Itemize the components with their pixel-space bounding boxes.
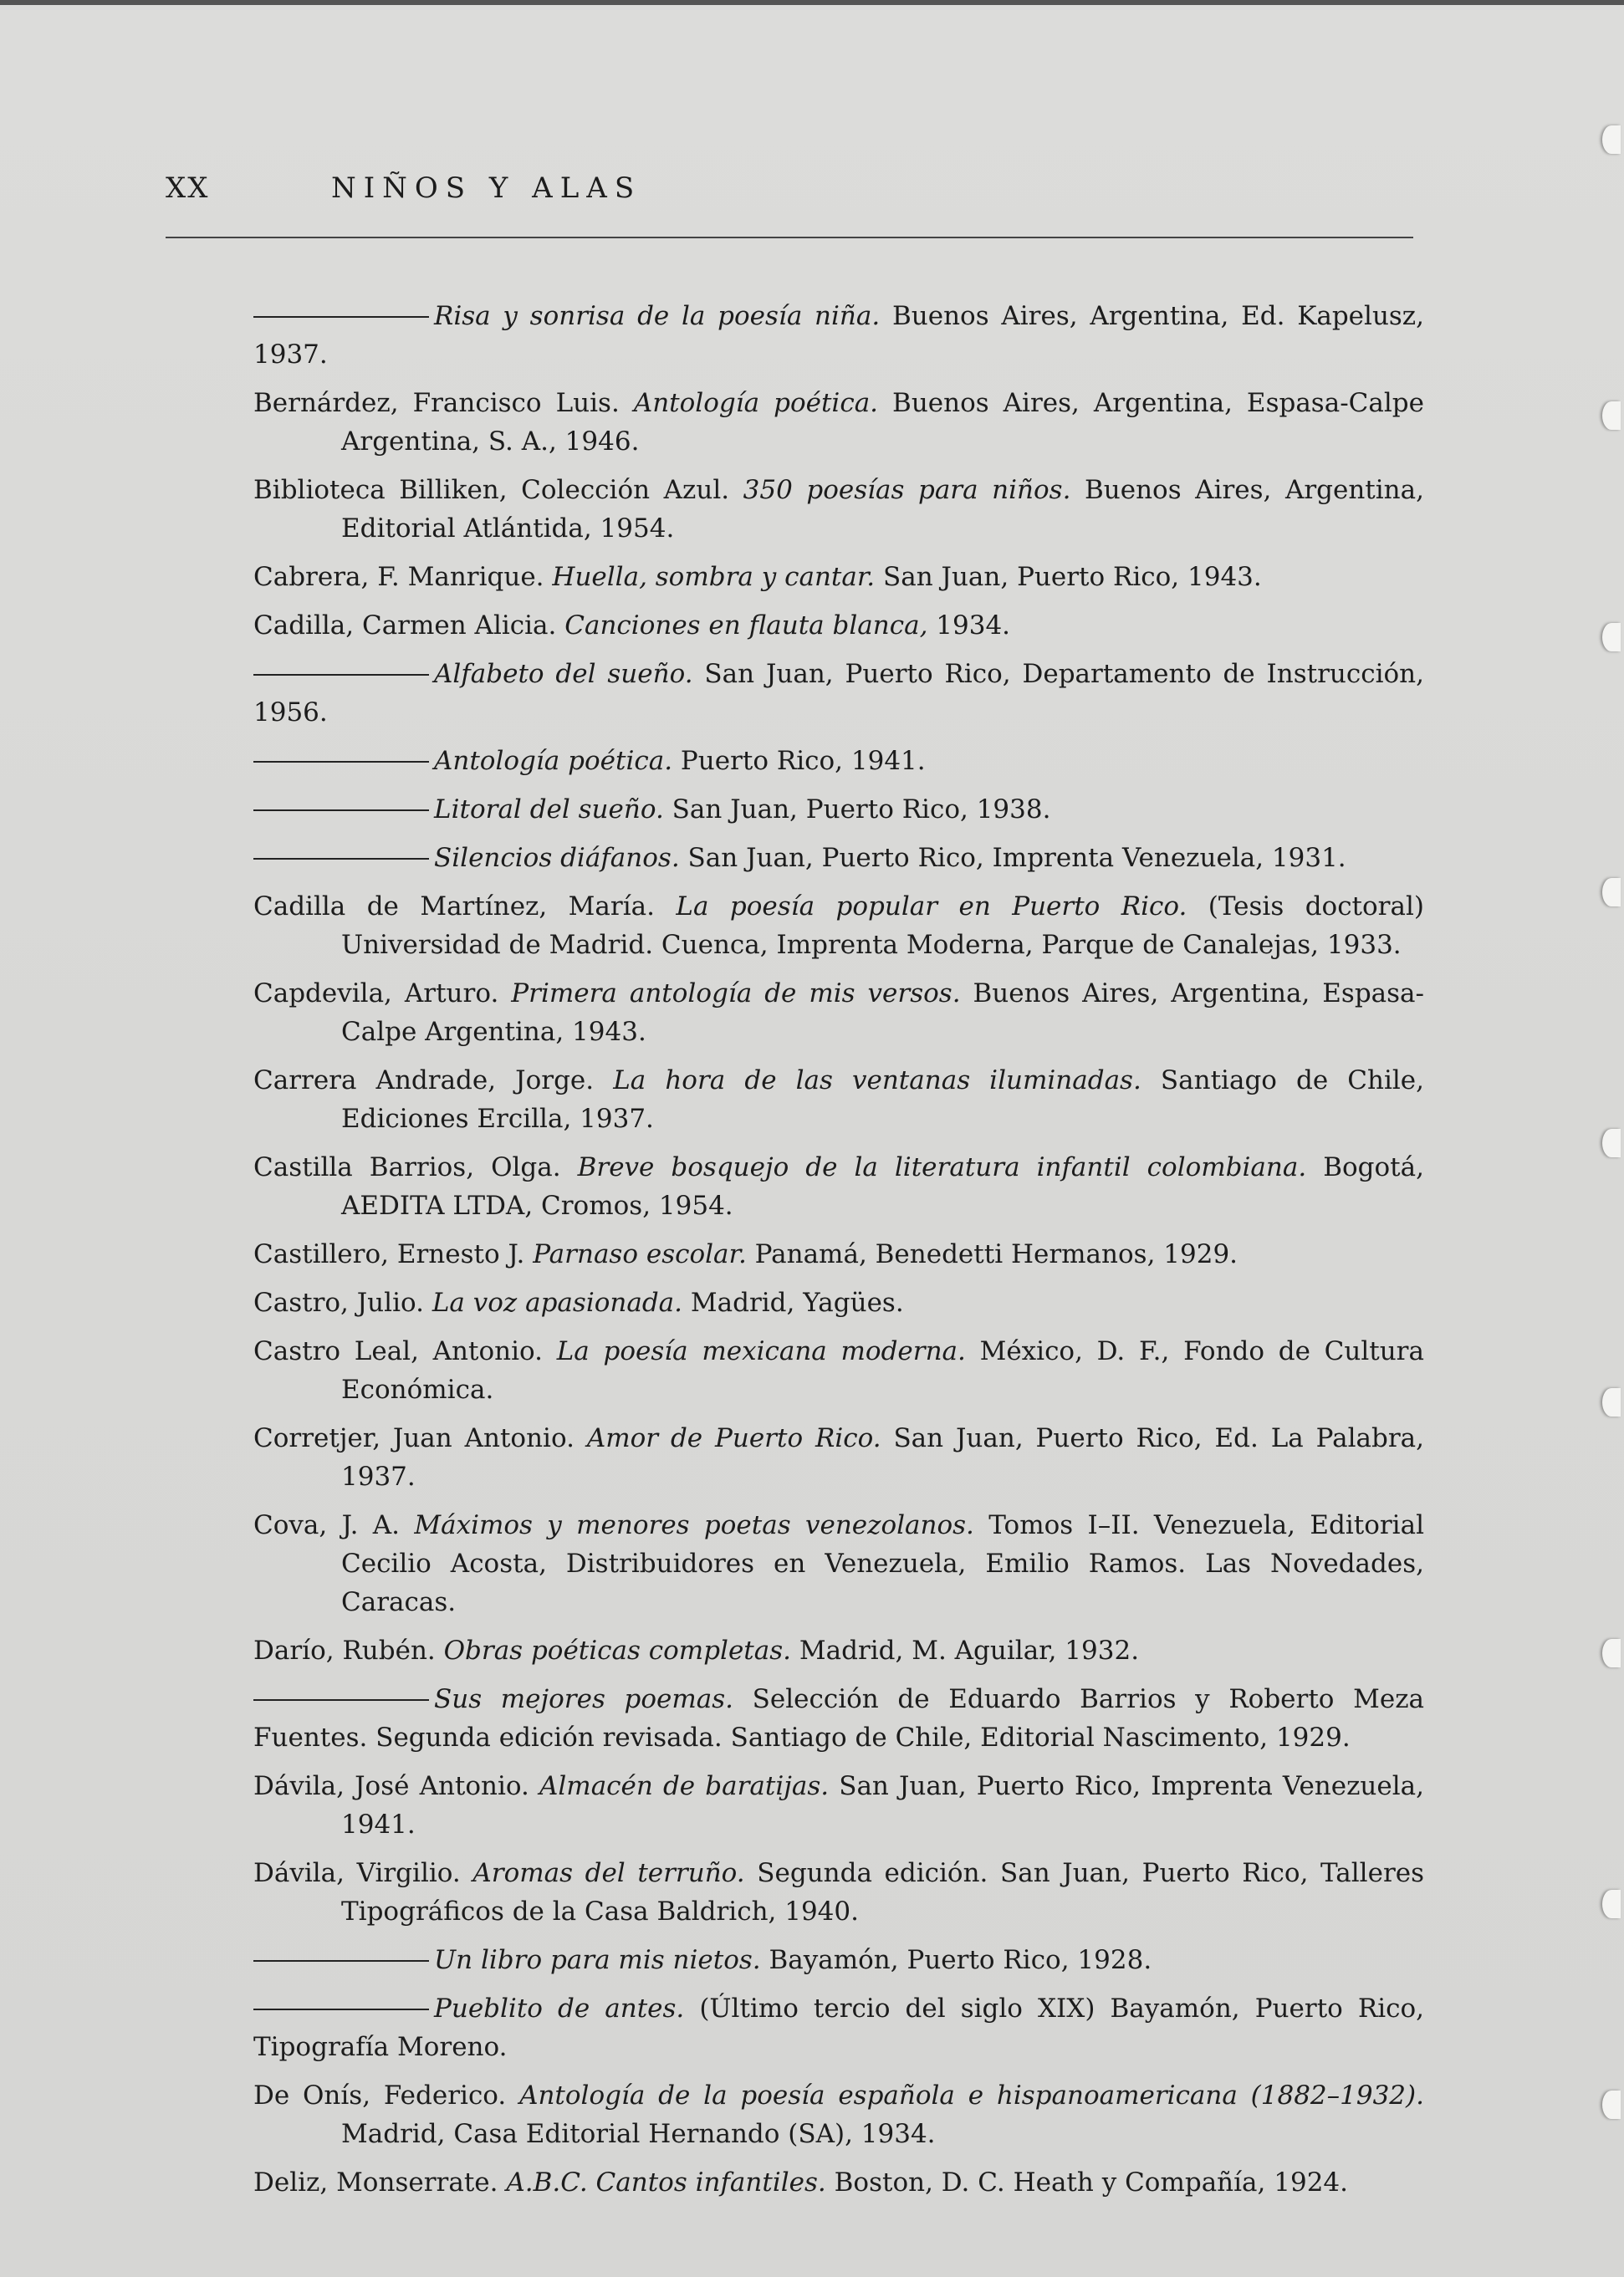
bibliography-entry (253, 1506, 1424, 1621)
entry-publication: San Juan, Puerto Rico, Imprenta Venezuela, 1931. (679, 843, 1346, 873)
entry-title: La hora de las ventanas iluminadas. (613, 1065, 1141, 1095)
entry-publication: Madrid, M. Aguilar, 1932. (791, 1636, 1140, 1666)
entry-author: Bernárdez, Francisco Luis. (253, 388, 634, 418)
bibliography-entry (253, 1061, 1424, 1138)
bibliography-entry (253, 606, 1424, 645)
entry-publication: Tomos I–II. Venezuela, Editorial Cecilio Acosta, Distribuidores en Venezuela, Emilio Ramos. Las Novedades, Caracas. (341, 1510, 1424, 1617)
entry-author: Carrera Andrade, Jorge. (253, 1065, 614, 1095)
entry-title: Alfabeto del sueño. (434, 659, 693, 689)
entry-publication: Madrid, Casa Editorial Hernando (SA), 1934. (341, 2119, 936, 2149)
entry-title: La poesía popular en Puerto Rico. (676, 891, 1187, 922)
bibliography-entry (253, 1854, 1424, 1931)
ditto-rule (253, 674, 429, 676)
entry-title: La voz apasionada. (432, 1288, 683, 1318)
entry-title: Aromas del terruño. (472, 1858, 745, 1888)
entry-publication: San Juan, Puerto Rico, 1943. (875, 562, 1262, 592)
entry-title: Almacén de baratijas. (539, 1771, 830, 1801)
entry-publication: San Juan, Puerto Rico, Imprenta Venezuela, 1941. (341, 1771, 1424, 1840)
entry-publication: Madrid, Yagües. (682, 1288, 904, 1318)
binder-hole (1602, 125, 1621, 154)
bibliography-entry (253, 2076, 1424, 2153)
entry-author: Dávila, José Antonio. (253, 1771, 539, 1801)
ditto-rule (253, 316, 429, 318)
entry-publication: Buenos Aires, Argentina, Ed. Kapelusz, 1937. (253, 301, 1424, 370)
entry-title: Silencios diáfanos. (434, 843, 680, 873)
entry-publication: Bogotá, AEDITA LTDA, Cromos, 1954. (341, 1152, 1424, 1221)
entry-title: Obras poéticas completas. (443, 1636, 792, 1666)
top-edge (0, 0, 1624, 5)
entry-title: Máximos y menores poetas venezolanos. (414, 1510, 974, 1540)
entry-author: Castro Leal, Antonio. (253, 1336, 557, 1366)
bibliography-entry (253, 2163, 1424, 2202)
entry-publication: (Tesis doctoral) Universidad de Madrid. Cuenca, Imprenta Moderna, Parque de Canalejas, 1933. (341, 891, 1424, 960)
entry-title: Sus mejores poemas. (434, 1684, 733, 1714)
page-header (166, 171, 1412, 213)
binder-hole (1602, 623, 1621, 651)
entry-author: Capdevila, Arturo. (253, 978, 512, 1008)
binder-hole (1602, 1639, 1621, 1667)
ditto-rule (253, 1960, 429, 1962)
entry-title: 350 poesías para niños. (743, 475, 1071, 505)
entry-publication: San Juan, Puerto Rico, Departamento de Instrucción, 1956. (253, 659, 1424, 728)
entry-title: Pueblito de antes. (434, 1994, 685, 2024)
entry-publication: México, D. F., Fondo de Cultura Económica. (341, 1336, 1424, 1405)
bibliography-list (253, 297, 1424, 2212)
bibliography-entry (253, 1680, 1424, 1757)
entry-author: Cadilla, Carmen Alicia. (253, 610, 565, 641)
entry-title: Antología de la poesía española e hispanoamericana (1882–1932). (519, 2080, 1424, 2111)
entry-author: Biblioteca Billiken, Colección Azul. (253, 475, 743, 505)
entry-publication: Santiago de Chile, Ediciones Ercilla, 1937. (341, 1065, 1424, 1134)
entry-author: De Onís, Federico. (253, 2080, 520, 2111)
binder-hole (1602, 401, 1621, 430)
entry-publication: Bayamón, Puerto Rico, 1928. (760, 1945, 1152, 1975)
bibliography-entry (253, 887, 1424, 964)
entry-publication: 1934. (927, 610, 1011, 641)
binder-holes (1591, 0, 1624, 2277)
entry-publication: Buenos Aires, Argentina, Espasa-Calpe Argentina, S. A., 1946. (341, 388, 1424, 457)
bibliography-entry (253, 1332, 1424, 1409)
entry-author: Cadilla de Martínez, María. (253, 891, 677, 922)
header-rule (166, 237, 1413, 238)
ditto-rule (253, 858, 429, 860)
entry-title: Breve bosquejo de la literatura infantil colombiana. (577, 1152, 1307, 1182)
entry-title: Antología poética. (434, 746, 673, 776)
entry-publication: San Juan, Puerto Rico, Ed. La Palabra, 1937. (341, 1423, 1425, 1492)
entry-title: Primera antología de mis versos. (511, 978, 961, 1008)
bibliography-entry (253, 1631, 1424, 1670)
entry-title: A.B.C. Cantos infantiles. (506, 2167, 826, 2198)
bibliography-entry (253, 1419, 1424, 1496)
bibliography-entry (253, 471, 1424, 548)
entry-title: La poesía mexicana moderna. (556, 1336, 966, 1366)
entry-title: Un libro para mis nietos. (434, 1945, 761, 1975)
bibliography-entry (253, 558, 1424, 596)
entry-title: Antología poética. (633, 388, 879, 418)
running-title: NIÑOS Y ALAS (331, 171, 642, 205)
entry-author: Corretjer, Juan Antonio. (253, 1423, 587, 1453)
ditto-rule (253, 761, 429, 763)
ditto-rule (253, 2009, 429, 2010)
entry-author: Darío, Rubén. (253, 1636, 444, 1666)
bibliography-entry (253, 1989, 1424, 2066)
entry-author: Castillero, Ernesto J. (253, 1239, 534, 1269)
entry-author: Castilla Barrios, Olga. (253, 1152, 578, 1182)
entry-title: Parnaso escolar. (533, 1239, 747, 1269)
entry-title: Litoral del sueño. (434, 794, 664, 825)
entry-author: Deliz, Monserrate. (253, 2167, 507, 2198)
bibliography-entry (253, 1284, 1424, 1322)
entry-publication: Boston, D. C. Heath y Compañía, 1924. (825, 2167, 1348, 2198)
bibliography-entry (253, 790, 1424, 829)
binder-hole (1602, 1890, 1621, 1918)
entry-publication: Panamá, Benedetti Hermanos, 1929. (746, 1239, 1238, 1269)
page-number: XX (166, 171, 210, 205)
bibliography-entry (253, 1148, 1424, 1225)
entry-author: Cabrera, F. Manrique. (253, 562, 553, 592)
bibliography-entry (253, 839, 1424, 877)
entry-author: Castro, Julio. (253, 1288, 432, 1318)
ditto-rule (253, 1699, 429, 1701)
bibliography-entry (253, 742, 1424, 780)
bibliography-entry (253, 1767, 1424, 1844)
entry-publication: Buenos Aires, Argentina, Editorial Atlántida, 1954. (341, 475, 1424, 544)
binder-hole (1602, 878, 1621, 906)
binder-hole (1602, 1129, 1621, 1157)
entry-author: Dávila, Virgilio. (253, 1858, 473, 1888)
entry-author: Cova, J. A. (253, 1510, 415, 1540)
bibliography-entry (253, 384, 1424, 461)
entry-title: Canciones en flauta blanca, (564, 610, 928, 641)
bibliography-entry (253, 655, 1424, 732)
entry-publication: San Juan, Puerto Rico, 1938. (663, 794, 1051, 825)
entry-title: Risa y sonrisa de la poesía niña. (434, 301, 881, 331)
binder-hole (1602, 1388, 1621, 1417)
entry-publication: Buenos Aires, Argentina, Espasa-Calpe Argentina, 1943. (341, 978, 1425, 1047)
bibliography-entry (253, 974, 1424, 1051)
bibliography-entry (253, 1941, 1424, 1979)
bibliography-entry (253, 297, 1424, 374)
bibliography-entry (253, 1235, 1424, 1274)
ditto-rule (253, 809, 429, 811)
entry-publication: Selección de Eduardo Barrios y Roberto Meza Fuentes. Segunda edición revisada. Santiago de Chile, Editorial Nascimento, 1929. (253, 1684, 1425, 1753)
entry-publication: (Último tercio del siglo XIX) Bayamón, Puerto Rico, Tipografía Moreno. (253, 1994, 1424, 2062)
binder-hole (1602, 2091, 1621, 2119)
entry-publication: Puerto Rico, 1941. (672, 746, 926, 776)
entry-title: Amor de Puerto Rico. (586, 1423, 881, 1453)
entry-title: Huella, sombra y cantar. (552, 562, 876, 592)
entry-publication: Segunda edición. San Juan, Puerto Rico, Talleres Tipográficos de la Casa Baldrich, 1940. (341, 1858, 1425, 1927)
